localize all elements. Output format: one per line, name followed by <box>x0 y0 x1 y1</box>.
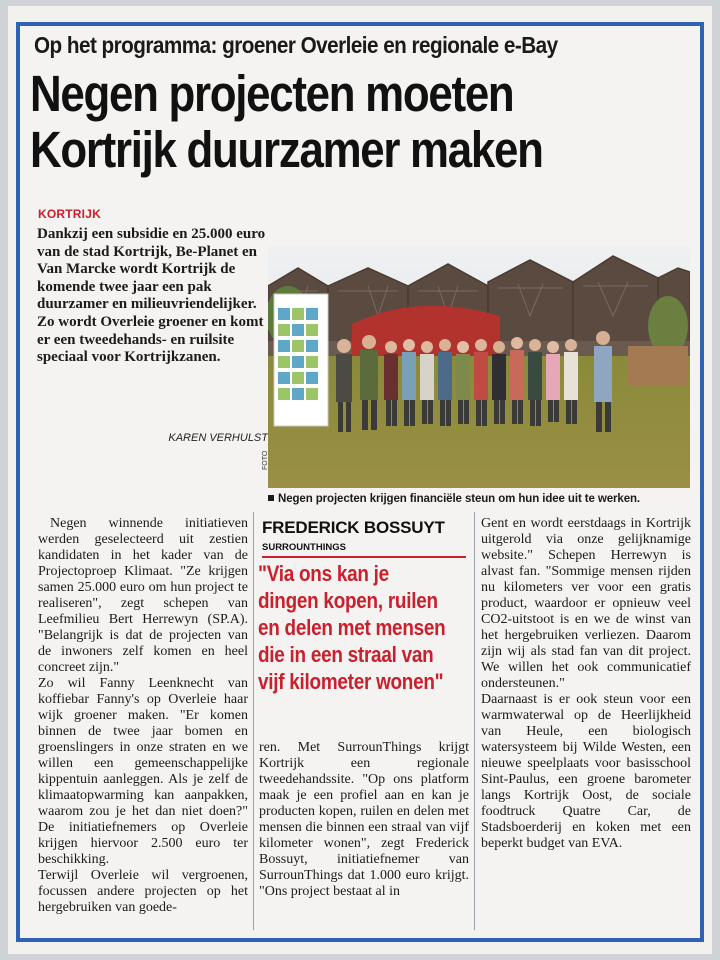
body-paragraph: ren. Met SurrounThings krijgt Kortrijk een regionale tweedehandssite. "Op ons platform maak je een profiel aan en kan je producten kopen, ruilen en delen met mensen die binnen een straal van vijf kilometer wonen", zegt Frederick Bossuyt, initiatiefnemer van SurrounThings dat 1.000 euro krijgt. "Ons project bestaat al in <box>259 740 469 899</box>
caption-square-icon <box>268 495 274 501</box>
body-column-2 <box>259 740 469 900</box>
author-byline: KAREN VERHULST <box>168 432 268 444</box>
headline-line-2: Kortrijk duurzamer maken <box>30 121 543 178</box>
headline-line-1: Negen projecten moeten <box>30 65 514 122</box>
body-paragraph: Negen winnende initiatieven werden geselecteerd uit zestien kandidaten in het kader van de Projectoproep Klimaat. "Ze krijgen samen 25.000 euro om hun project te realiseren", zegt schepen van Leefmilieu Bert Herrewyn (SP.A). "Belangrijk is dat de projecten van de inwoners zelf komen en heel concreet zijn." <box>38 516 248 675</box>
section-tag: KORTRIJK <box>38 207 101 221</box>
column-divider <box>253 512 254 930</box>
article-headline <box>30 66 632 178</box>
group-photo <box>268 246 690 488</box>
pull-quote: "Via ons kan je dingen kopen, ruilen en delen met mensen die in een straal van vijf kilometer wonen" <box>258 561 446 694</box>
article-kicker: Op het programma: groener Overleie en regionale e-Bay <box>34 32 558 58</box>
quote-person-name: FREDERICK BOSSUYT <box>262 518 445 537</box>
photo-caption <box>268 493 698 505</box>
quote-organization: SURROUNTHINGS <box>262 542 346 553</box>
group-photo-illustration <box>268 246 690 488</box>
quote-rule <box>262 556 466 558</box>
column-divider <box>474 512 475 930</box>
body-paragraph: Zo wil Fanny Leenknecht van koffiebar Fanny's op Overleie haar wijk groener maken. "Er komen binnen de twee jaar bomen en groenslingers in onze straten en we willen een gemeenschappelijke kippentuin aanleggen. Als je zelf de klimaatopwarming kan aanpakken, waarom zou je het dan niet doen?" De initiatiefnemers op Overleie krijgen hiervoor 2.500 euro ter beschikking. <box>38 676 248 867</box>
body-paragraph: Gent en wordt eerstdaags in Kortrijk uitgerold via onze gelijknamige website." Schepen Herrewyn is alvast fan. "Sommige mensen rijden nu kilometers ver voor een gratis product, waardoor er opnieuw veel CO2-uitstoot is en we de winst van het hergebruiken verliezen. Daarom zijn wij als stad fan van dit project. We willen het ook communicatief ondersteunen." <box>481 516 691 691</box>
photo-credit: FOTO <box>262 450 269 470</box>
body-paragraph: Terwijl Overleie wil vergroenen, focussen andere projecten op het hergebruiken van goede- <box>38 868 248 915</box>
article-intro: Dankzij een subsidie en 25.000 euro van de stad Kortrijk, Be-Planet en Van Marcke wordt Kortrijk de komende twee jaar een pak duurzamer en milieuvriendelijker. Zo wordt Overleie groener en komt er een tweedehands- en ruilsite speciaal voor Kortrijkzanen. <box>37 226 266 366</box>
body-column-3 <box>481 516 691 852</box>
body-column-1 <box>38 516 248 916</box>
body-paragraph: Daarnaast is er ook steun voor een warmwaterwal op de Heerlijkheid van Heule, een biologisch watersysteem bij Wilde Westen, een nieuwe speelplaats voor basisschool Sint-Paulus, een groene barometer langs Kortrijk Oost, de sociale foodtruck Quatre Car, de Stadsboerderij en koken met een beperkt budget van EVA. <box>481 692 691 851</box>
caption-text: Negen projecten krijgen financiële steun om hun idee uit te werken. <box>278 493 641 505</box>
